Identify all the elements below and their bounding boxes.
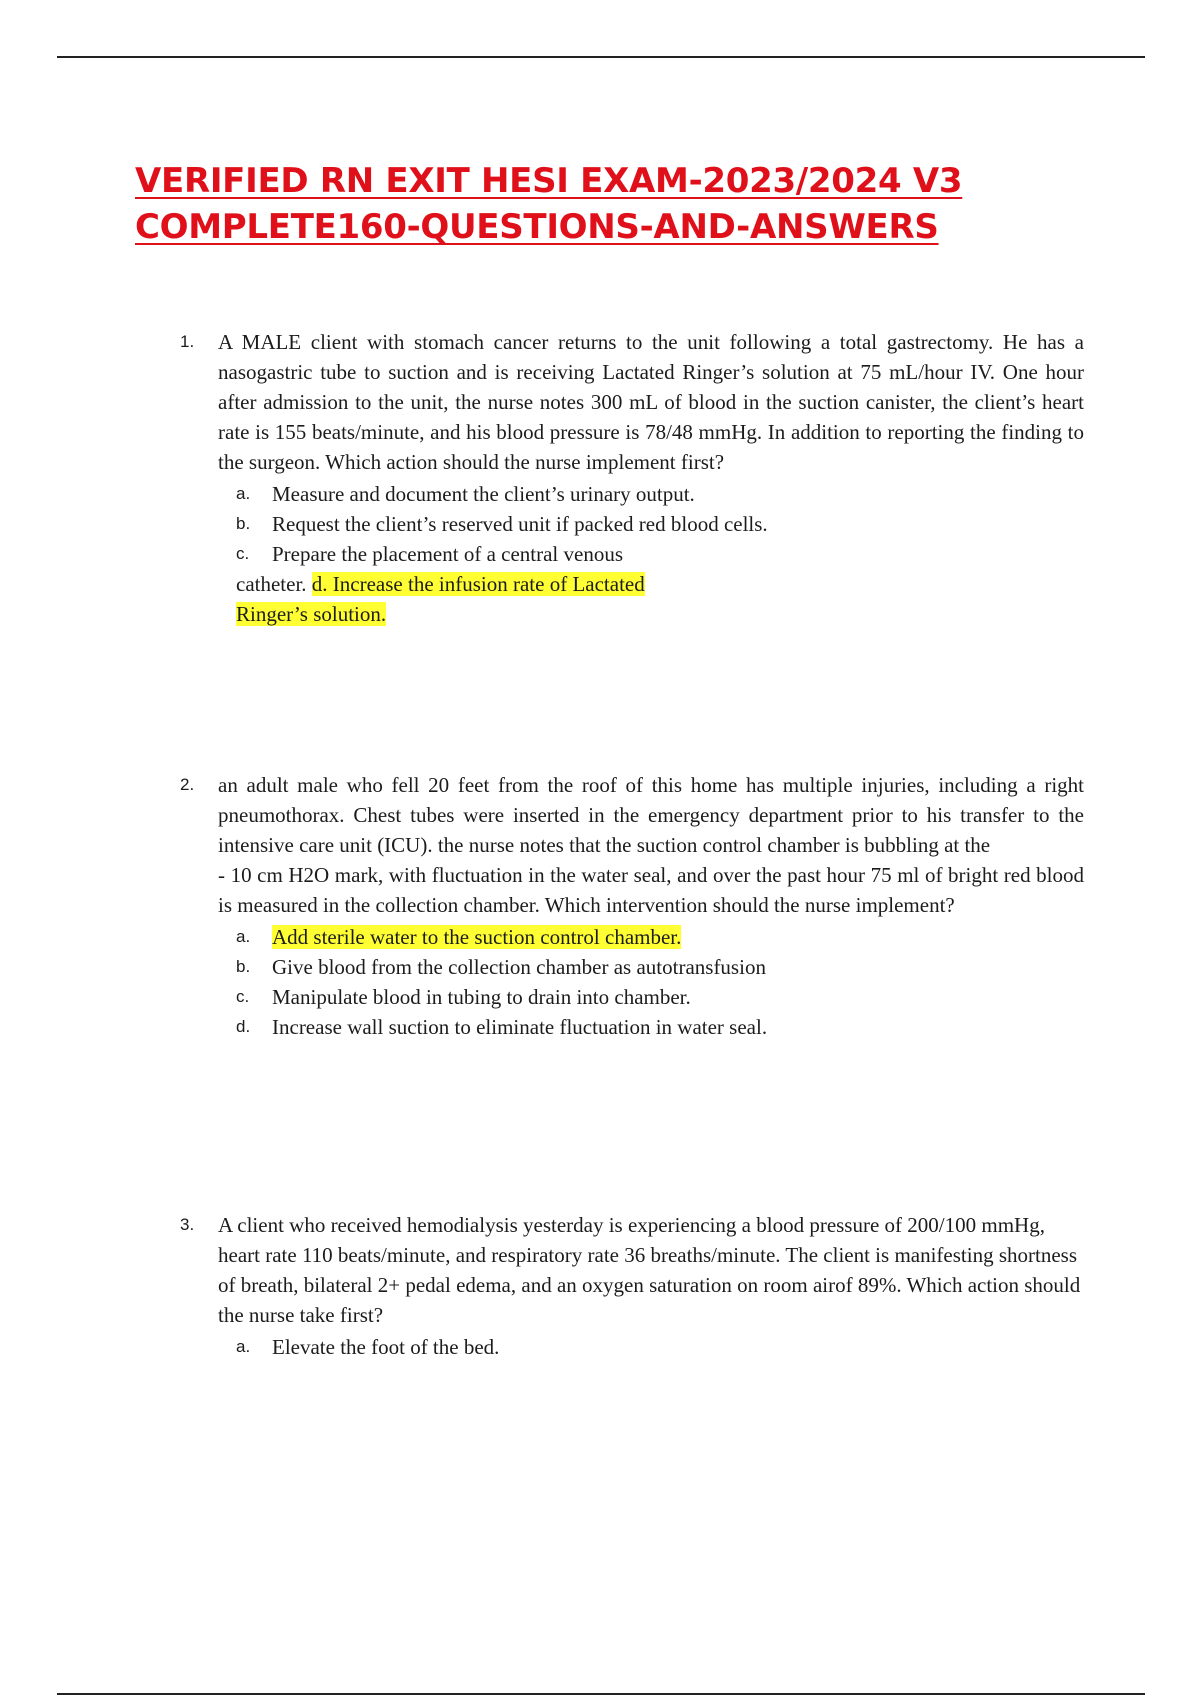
option-letter: c. — [236, 987, 250, 1006]
option-text: Prepare the placement of a central venous — [272, 542, 624, 566]
answer-option-a — [218, 479, 1084, 509]
option-text: Give blood from the collection chamber as autotransfusion — [272, 955, 766, 979]
option-letter: a. — [236, 927, 251, 946]
top-rule — [57, 56, 1145, 58]
question-number: 2. — [180, 775, 195, 794]
highlighted-correct-answer: Add sterile water to the suction control chamber. — [272, 925, 682, 949]
option-text: Measure and document the client’s urinary output. — [272, 482, 695, 506]
title-line-1: VERIFIED RN EXIT HESI EXAM-2023/2024 V3 — [135, 161, 963, 201]
question-3 — [180, 1210, 1084, 1362]
option-letter: b. — [236, 514, 251, 533]
answer-option-a — [218, 1332, 1084, 1362]
question-number: 1. — [180, 332, 195, 351]
question-2 — [180, 770, 1084, 1042]
option-c-continuation: catheter. — [236, 572, 312, 596]
answer-option-b — [218, 509, 1084, 539]
answer-options — [218, 1332, 1084, 1362]
option-letter: a. — [236, 484, 251, 503]
answer-option-d — [218, 1012, 1084, 1042]
answer-options — [218, 922, 1084, 1042]
answer-option-a — [218, 922, 1084, 952]
highlighted-correct-answer: d. Increase the infusion rate of Lactated — [311, 572, 645, 596]
answer-options — [218, 479, 1084, 569]
option-letter: d. — [236, 1017, 251, 1036]
answer-wrap-line — [218, 569, 1084, 599]
document-title — [135, 158, 962, 250]
title-line-2: COMPLETE160-QUESTIONS-AND-ANSWERS — [135, 207, 939, 247]
question-1 — [180, 327, 1084, 629]
option-letter: b. — [236, 957, 251, 976]
option-text: Manipulate blood in tubing to drain into chamber. — [272, 985, 691, 1009]
question-stem: A client who received hemodialysis yesterday is experiencing a blood pressure of 200/100 mmHg, heart rate 110 beats/minute, and respiratory rate 36 breaths/minute. The client is manifesting shortness of breath, bilateral 2+ pedal edema, and an oxygen saturation on room airof 89%. Which action should the nurse take first? — [218, 1213, 1081, 1327]
answer-option-c — [218, 539, 1084, 569]
option-letter: a. — [236, 1337, 251, 1356]
option-text: Request the client’s reserved unit if packed red blood cells. — [272, 512, 768, 536]
option-letter: c. — [236, 544, 250, 563]
option-text: Increase wall suction to eliminate fluctuation in water seal. — [272, 1015, 768, 1039]
question-stem-part-1: an adult male who fell 20 feet from the roof of this home has multiple injuries, including a right pneumothorax. Chest tubes were inserted in the emergency department prior to his transfer to the intensive care unit (ICU). the nurse notes that the suction control chamber is bubbling at the — [218, 773, 1084, 857]
answer-option-b — [218, 952, 1084, 982]
question-number: 3. — [180, 1215, 195, 1234]
bottom-rule — [57, 1693, 1145, 1695]
question-stem: A MALE client with stomach cancer returns to the unit following a total gastrectomy. He has a nasogastric tube to suction and is receiving Lactated Ringer’s solution at 75 mL/hour IV. One hour after admission to the unit, the nurse notes 300 mL of blood in the suction canister, the client’s heart rate is 155 beats/minute, and his blood pressure is 78/48 mmHg. In addition to reporting the finding to the surgeon. Which action should the nurse implement first? — [218, 330, 1084, 474]
answer-wrap-line-2 — [218, 599, 1084, 629]
highlighted-correct-answer-continued: Ringer’s solution. — [236, 602, 387, 626]
question-stem — [218, 770, 1084, 920]
question-stem-part-2: - 10 cm H2O mark, with fluctuation in the water seal, and over the past hour 75 ml of bright red blood is measured in the collection chamber. Which intervention should the nurse implement? — [218, 863, 1084, 917]
answer-option-c — [218, 982, 1084, 1012]
option-text: Elevate the foot of the bed. — [272, 1335, 500, 1359]
